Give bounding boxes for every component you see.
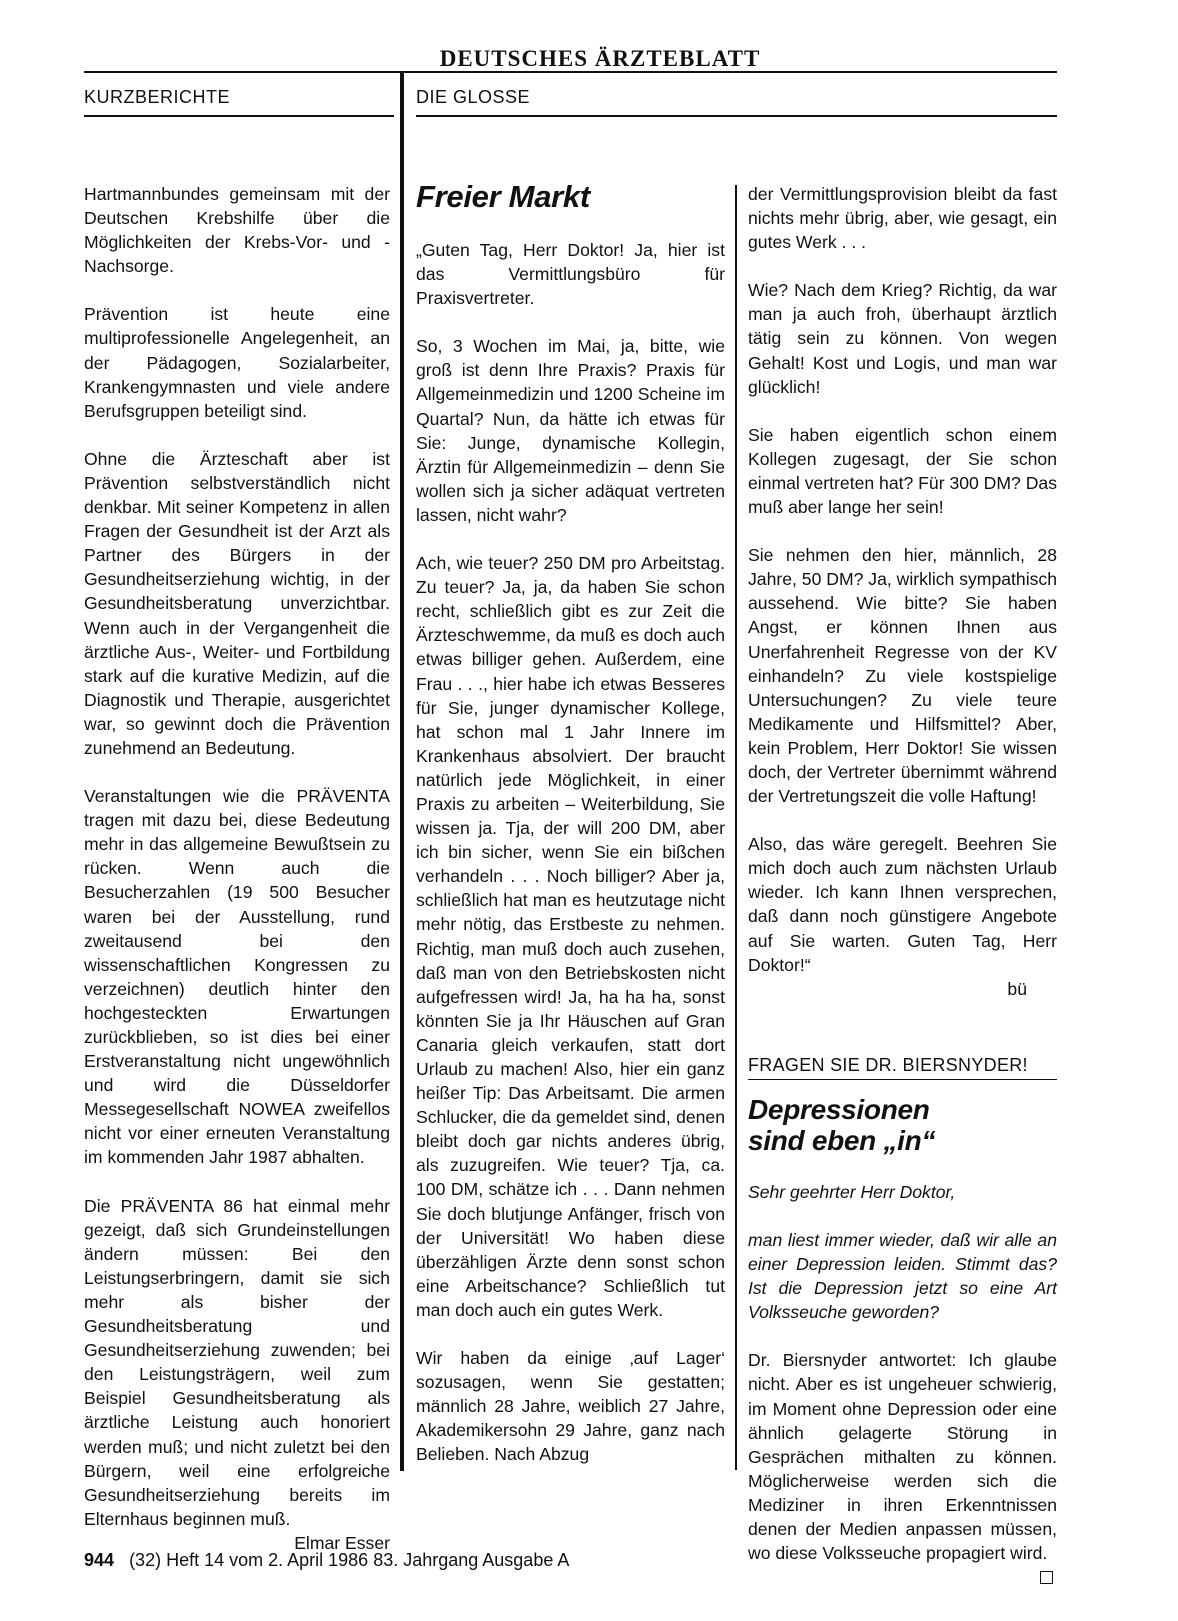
glosse-signature-row <box>748 977 1057 1001</box>
left-paragraph: Veranstaltungen wie die PRÄVENTA tragen mit dazu bei, diese Bedeutung mehr in das allgemeine Bewußtsein zu rücken. Wenn auch die Besucherzahlen (19 500 Besucher waren bei der Ausstellung, rund zweitausend bei den wissenschaftlichen Kongressen zu verzeichnen) deutlich hinter den hochgesteckten Erwartungen zurückblieben, so ist dies bei einer Erstveranstaltung nicht ungewöhnlich und wird die Düsseldorfer Messegesellschaft NOWEA zweifellos nicht vor einer erneuten Veranstaltung im kommenden Jahr 1987 abhalten. <box>84 786 390 1168</box>
answer-text: Dr. Biersnyder antwortet: Ich glaube nicht. Aber es ist ungeheuer schwierig, im Moment ohne Depression oder eine ähnlich gelagerte Störung in Gesprächen mithalten zu können. Möglicherweise werden sich die Mediziner in ihren Erkenntnissen denen der Medien anpassen müssen, wo diese Volksseuche propagiert wird. <box>748 1350 1057 1564</box>
issue-info: (32) Heft 14 vom 2. April 1986 83. Jahrgang Ausgabe A <box>129 1550 570 1570</box>
right-paragraph: Sie haben eigentlich schon einem Kollegen zugesagt, der Sie schon einmal vertreten hat? Für 300 DM? Das muß aber lange her sein! <box>748 424 1058 518</box>
right-paragraph: Also, das wäre geregelt. Beehren Sie mich doch auch zum nächsten Urlaub wieder. Ich kann Ihnen versprechen, daß dann noch günstigere Angebote auf Sie warten. Guten Tag, Herr Doktor!“ <box>748 834 1057 975</box>
left-paragraph: Hartmannbundes gemeinsam mit der Deutschen Krebshilfe über die Möglichkeiten der Krebs-Vor- und -Nachsorge. <box>84 184 390 277</box>
column-divider-thick <box>400 71 404 1471</box>
right-paragraph: Wie? Nach dem Krieg? Richtig, da war man ja auch froh, überhaupt ärztlich tätig sein zu können. Von wegen Gehalt! Kost und Logis, und man war glücklich! <box>748 280 1057 397</box>
middle-column <box>416 180 725 1467</box>
section-label-glosse: DIE GLOSSE <box>416 87 531 107</box>
right-paragraph: der Vermittlungsprovision bleibt da fast nichts mehr übrig, aber, wie gesagt, ein gutes Werk . . . <box>748 184 1057 253</box>
author-initials: bü <box>1007 978 1027 999</box>
section-rule-left <box>84 115 394 117</box>
left-paragraph: Die PRÄVENTA 86 hat einmal mehr gezeigt, daß sich Grundeinstellungen ändern müssen: Bei den Leistungserbringern, damit sie sich mehr als bisher der Gesundheitsberatung und Gesundheitserziehung zuwenden; bei den Leistungsträgern, weil zum Beispiel Gesundheitsberatung als ärztliche Leistung auch honoriert werden muß; und nicht zuletzt bei den Bürgern, weil eine erfolgreiche Gesundheitserziehung bereits im Elternhaus beginnen muß. <box>84 1195 390 1529</box>
section-label-kurzberichte: KURZBERICHTE <box>84 87 231 107</box>
doctor-answer <box>748 1348 1057 1565</box>
headline-line: Depressionen <box>748 1093 930 1125</box>
left-paragraph: Ohne die Ärzteschaft aber ist Prävention selbstverständlich nicht denkbar. Mit seiner Kompetenz in allen Fragen der Gesundheit ist der Arzt als Partner des Bürgers in der Gesundheitserziehung wichtig, in der Gesundheitsberatung unverzichtbar. Wenn auch in der Vergangenheit die ärztliche Aus-, Weiter- und Fortbildung stark auf die kurative Medizin, auf die Diagnostik und Therapie, ausgerichtet war, so gewinnt doch die Prävention zunehmend an Bedeutung. <box>84 448 390 758</box>
letter-salutation: Sehr geehrter Herr Doktor, <box>748 1181 956 1202</box>
author-signature: Elmar Esser <box>294 1532 390 1553</box>
masthead-title: DEUTSCHES ÄRZTEBLATT <box>439 46 761 71</box>
letter-question: man liest immer wieder, daß wir alle an einer Depression leiden. Stimmt das? Ist die Depression jetzt so eine Art Volksseuche geworden? <box>748 1230 1057 1323</box>
column-divider-thin <box>735 185 737 1470</box>
middle-paragraph: Wir haben da einige ‚auf Lager‘ sozusagen, wenn Sie gestatten; männlich 28 Jahre, weiblich 27 Jahre, Akademikersohn 29 Jahre, ganz nach Belieben. Nach Abzug <box>416 1348 725 1465</box>
page-footer <box>84 1550 569 1571</box>
right-column <box>748 182 1057 1584</box>
end-of-article-icon <box>1040 1571 1053 1584</box>
middle-paragraph: Ach, wie teuer? 250 DM pro Arbeitstag. Zu teuer? Ja, ja, da haben Sie schon recht, schließlich gibt es zur Zeit die Ärzteschwemme, da muß es doch auch etwas billiger gehen. Außerdem, eine Frau . . ., hier habe ich etwas Besseres für Sie, junger dynamischer Kollege, hat schon mal 1 Jahr Innere im Krankenhaus absolviert. Der braucht natürlich jede Möglichkeit, in einer Praxis zu arbeiten – Weiterbildung, Sie wissen ja. Tja, der will 200 DM, aber ich bin sicher, wenn Sie ein bißchen verhandeln . . . Noch billiger? Aber ja, schließlich hat man es heutzutage nicht mehr nötig, das Erstbeste zu nehmen. Richtig, man muß doch auch zusehen, daß man von den Betriebskosten nicht aufgefressen wird! Ja, ha ha ha, sonst könnten Sie ja Ihr Häuschen auf Gran Canaria gleich verkaufen, statt dort Urlaub zu machen! Also, hier ein ganz heißer Tip: Das Arbeitsamt. Die armen Schlucker, die da gemeldet sind, denen bleibt doch gar nichts anderes übrig, als zuzugreifen. Wie teuer? Tja, ca. 100 DM, schätze ich . . . Dann nehmen Sie doch blutjunge Anfänger, frisch von der Universität! Wo haben diese überzähligen Ärzte denn sonst schon eine Arbeitschance? Schließlich tut man doch auch ein gutes Werk. <box>416 553 725 1320</box>
article-headline: Freier Markt <box>416 179 590 214</box>
section-rule-right <box>416 115 1057 117</box>
headline-line: sind eben „in“ <box>748 1124 936 1156</box>
middle-paragraph: So, 3 Wochen im Mai, ja, bitte, wie groß ist denn Ihre Praxis? Praxis für Allgemeinmedizin und 1200 Scheine im Quartal? Nun, da hätte ich etwas für Sie: Junge, dynamische Kollegin, Ärztin für Allgemeinmedizin – denn Sie wollen sich ja sicher adäquat vertreten lassen, nicht wahr? <box>416 336 725 525</box>
masthead-rule <box>84 71 1057 73</box>
middle-paragraph: „Guten Tag, Herr Doktor! Ja, hier ist das Vermittlungsbüro für Praxisvertreter. <box>416 240 725 309</box>
right-paragraph: Sie nehmen den hier, männlich, 28 Jahre, 50 DM? Ja, wirklich sympathisch aussehend. Wie bitte? Sie haben Angst, er können Ihnen aus Unerfahrenheit Regresse von der KV einhandeln? Zu viele kostspielige Untersuchungen? Zu viele teure Medikamente und Hilfsmittel? Aber, kein Problem, Herr Doktor! Sie wissen doch, der Vertreter übernimmt während der Vertretungszeit die volle Haftung! <box>748 545 1057 807</box>
left-paragraph: Prävention ist heute eine multiprofessionelle Angelegenheit, an der Pädagogen, Sozialarbeiter, Krankengymnasten und viele andere Berufsgruppen beteiligt sind. <box>84 304 390 421</box>
column-subhead: FRAGEN SIE DR. BIERSNYDER! <box>748 1053 1057 1080</box>
page-number: 944 <box>84 1550 115 1570</box>
article-headline <box>748 1094 1057 1156</box>
left-column <box>84 182 390 1555</box>
